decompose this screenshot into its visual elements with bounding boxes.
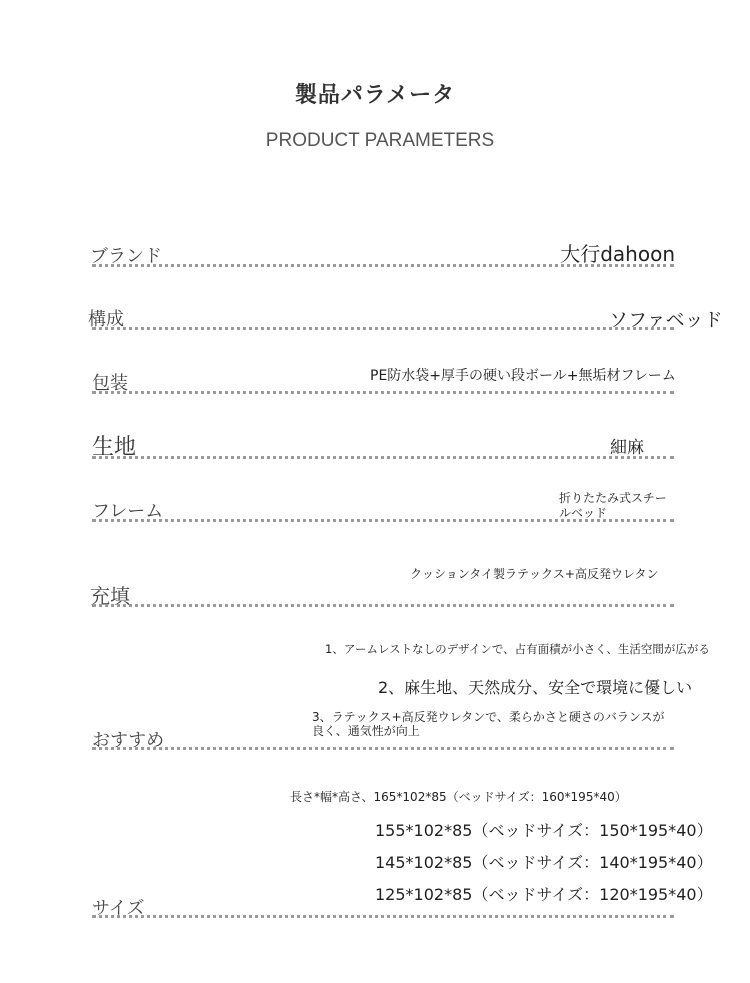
recommend-point-1: 1、アームレストなしのデザインで、占有面積が小さく、生活空間が広がる [325, 642, 710, 656]
recommend-label: おすすめ [92, 730, 165, 751]
brand-label: ブランド [90, 246, 162, 267]
divider [92, 604, 674, 607]
divider [92, 327, 674, 330]
page-title: 製品パラメータ [294, 83, 456, 108]
packaging-value: PE防水袋+厚手の硬い段ボール+無垢材フレーム [370, 368, 676, 384]
brand-value: 大行dahoon [560, 242, 675, 266]
size-line-3: 145*102*85（ベッドサイズ：140*195*40） [375, 853, 713, 872]
divider [92, 915, 674, 918]
recommend-point-2: 2、麻生地、天然成分、安全で環境に優しい [378, 678, 693, 697]
frame-label: フレーム [92, 501, 164, 522]
size-line-2: 155*102*85（ベッドサイズ：150*195*40） [375, 821, 713, 840]
size-line-4: 125*102*85（ベッドサイズ：120*195*40） [375, 885, 713, 904]
divider [92, 519, 674, 522]
packaging-label: 包装 [92, 373, 128, 394]
fabric-value: 細麻 [610, 438, 644, 458]
divider [92, 391, 674, 394]
fabric-label: 生地 [92, 435, 137, 460]
divider [92, 456, 674, 459]
frame-value-line2: ルベッド [559, 506, 608, 520]
size-line-1: 長さ*幅*高さ、165*102*85（ベッドサイズ：160*195*40） [290, 790, 627, 804]
recommend-point-3-line2: 良く、通気性が向上 [312, 724, 420, 738]
divider [92, 264, 674, 267]
composition-label: 構成 [88, 309, 124, 330]
filling-value: クッションタイ製ラテックス+高反発ウレタン [410, 567, 659, 581]
composition-value: ソファベッド [609, 309, 723, 331]
filling-label: 充填 [90, 584, 130, 608]
recommend-point-3-line1: 3、ラテックス+高反発ウレタンで、柔らかさと硬さのバランスが [312, 710, 665, 724]
divider [92, 747, 674, 750]
frame-value-line1: 折りたたみ式スチー [559, 491, 667, 505]
size-label: サイズ [92, 898, 145, 919]
page-subtitle: PRODUCT PARAMETERS [265, 130, 495, 151]
